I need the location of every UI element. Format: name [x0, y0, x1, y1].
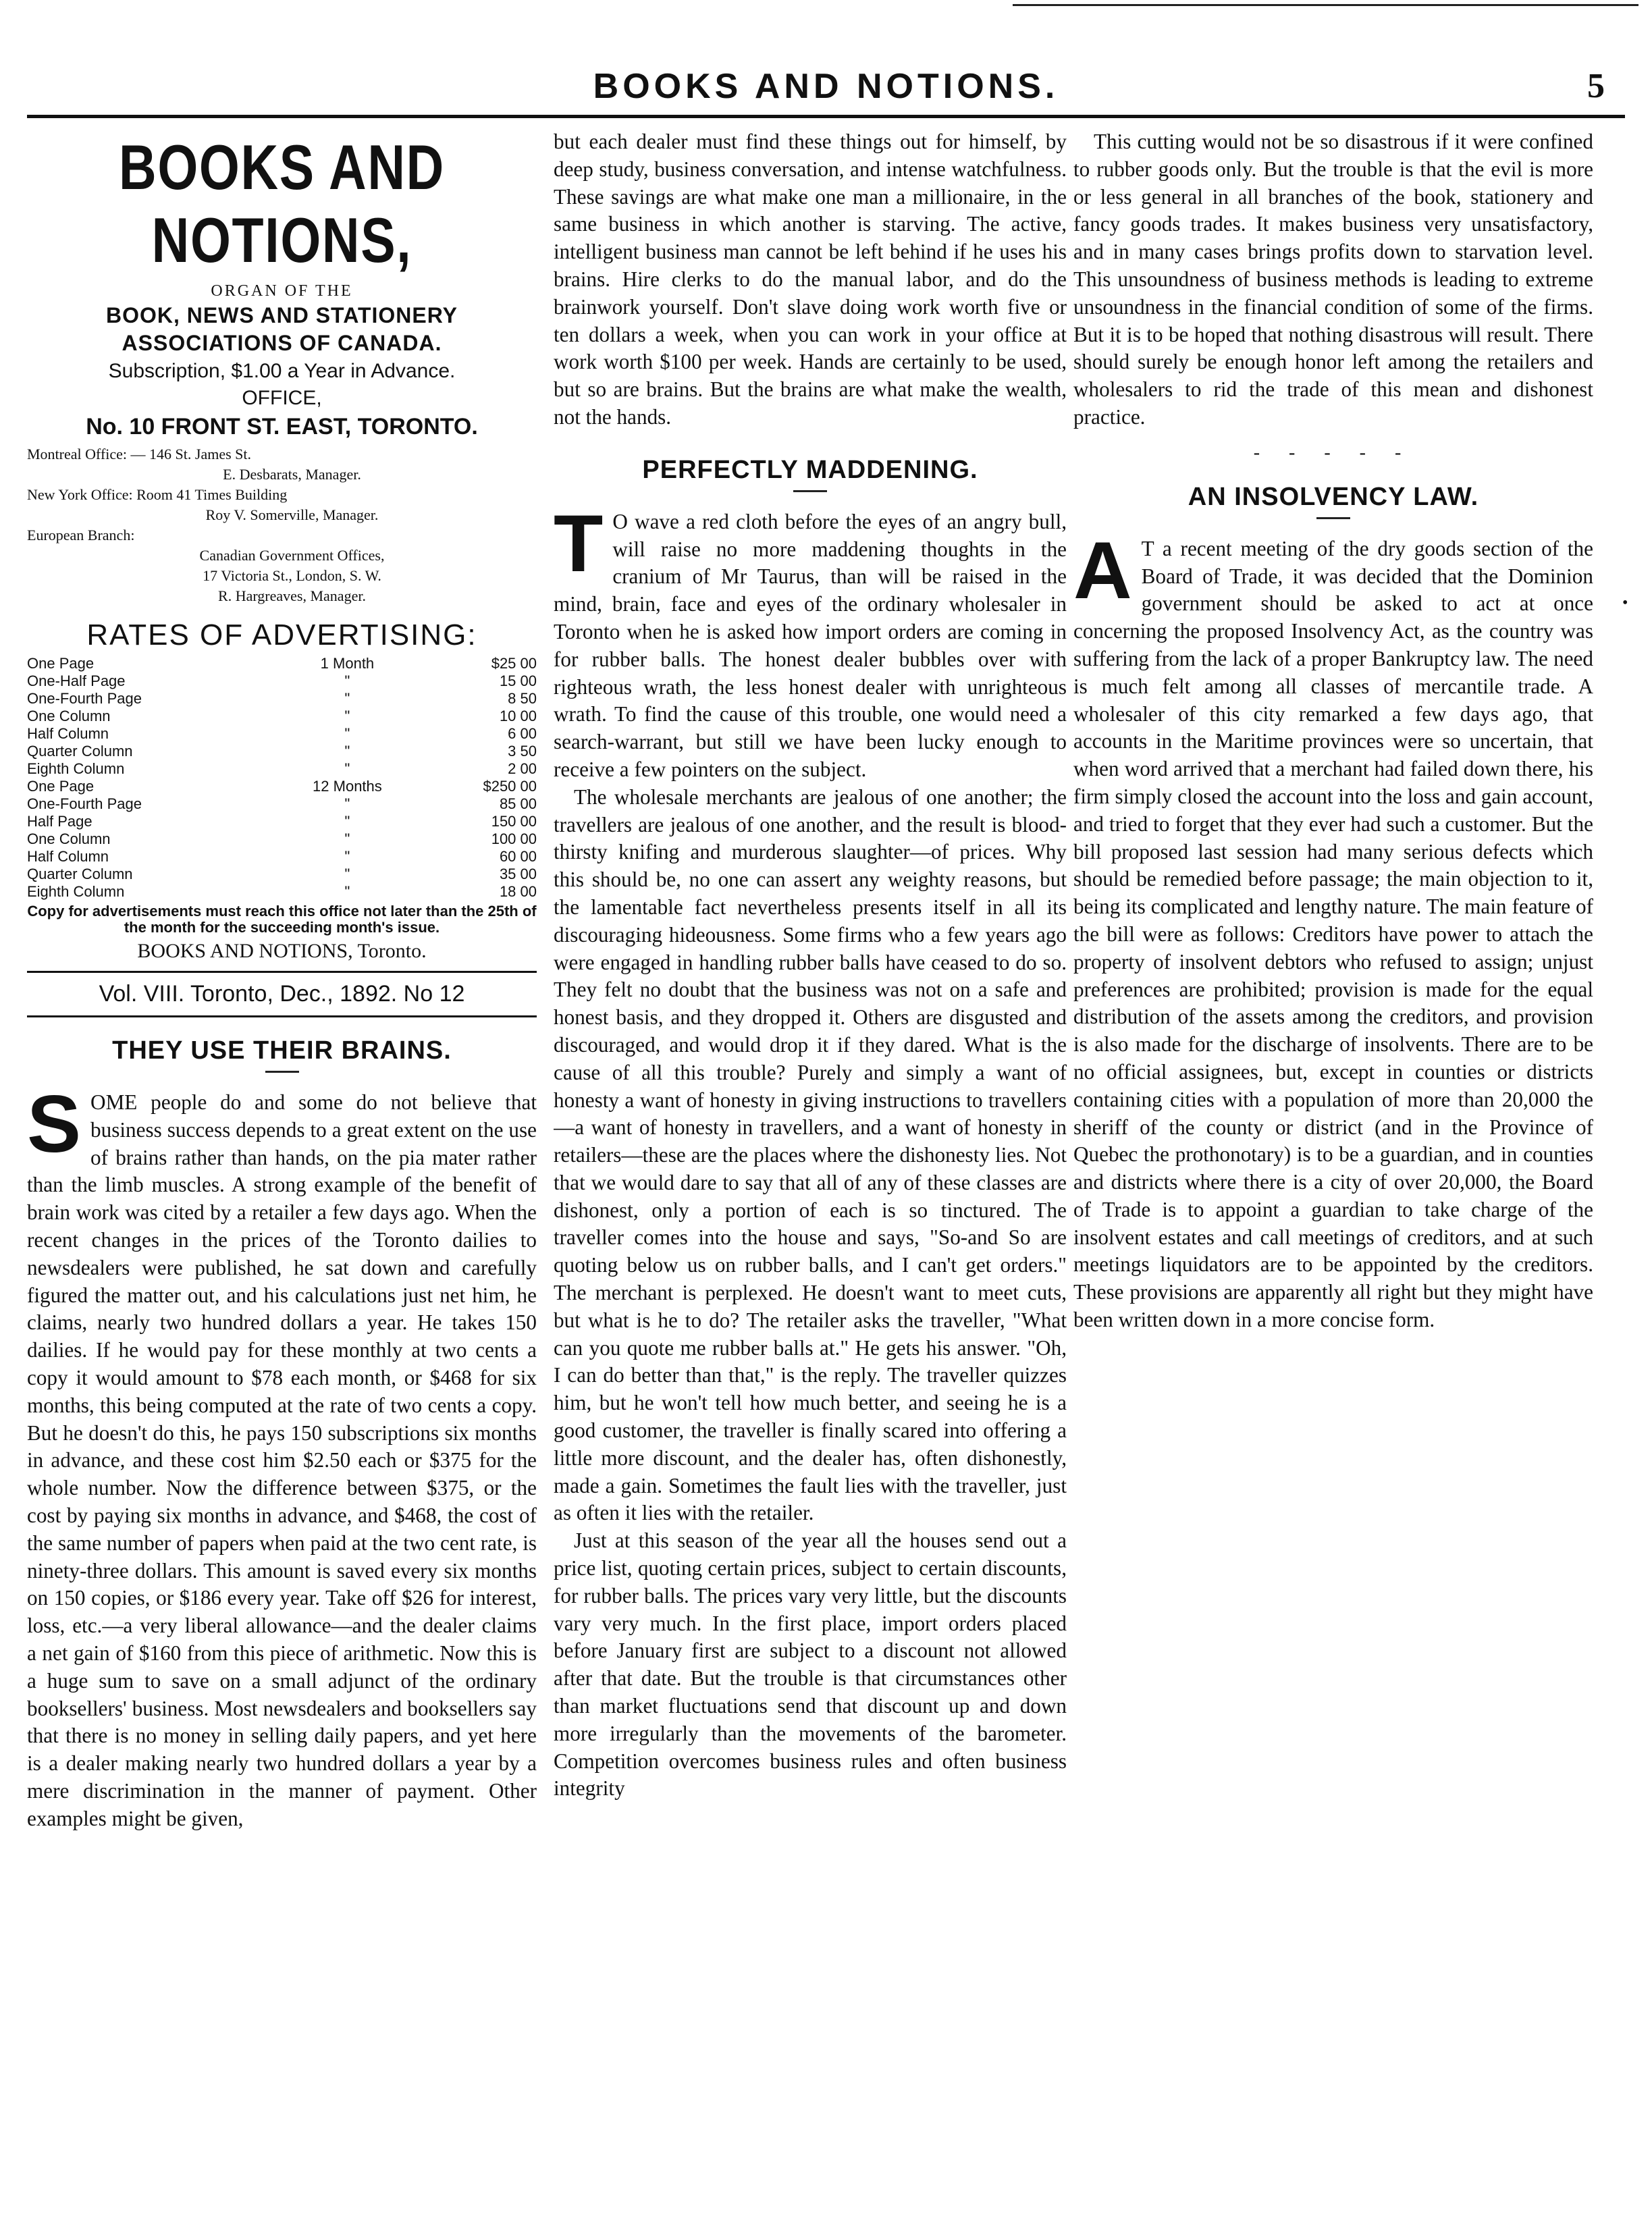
rates-table: [27, 655, 537, 901]
rates-period: ": [344, 760, 350, 777]
article-1-para-2: but each dealer must find these things out for himself, by deep study, business conversation, and intense watchfulness. These savings are what make one man a millionaire, in the same business in which another is starving. The active, intelligent business man cannot be left behind if he uses his brains. Hire clerks to do the manual labor, and do the brainwork yourself. Don't slave doing work worth five or ten dollars a week, when you can work in your office at work worth $100 per week. Hands are certainly to be used, but so are brains. But the brains are what make the wealth, not the hands.: [554, 130, 1067, 429]
article-2-para-3-start: [554, 1527, 1067, 1803]
running-head: [0, 0, 1652, 106]
divider: [27, 1015, 537, 1017]
rates-row: [27, 795, 537, 813]
rates-row: [27, 866, 537, 883]
rates-label: One-Fourth Page: [27, 795, 142, 812]
rates-price: 100 00: [491, 830, 537, 847]
rates-signature: BOOKS AND NOTIONS, Toronto.: [137, 940, 427, 962]
header-rule: [27, 115, 1625, 118]
rates-row: [27, 655, 537, 672]
rates-price: 150 00: [491, 813, 537, 830]
article-3-body: [1073, 525, 1593, 1334]
divider: [27, 971, 537, 973]
rates-price: 6 00: [508, 725, 537, 742]
rates-price: 60 00: [499, 848, 537, 865]
rates-period: ": [344, 830, 350, 847]
column-1: [27, 128, 537, 2208]
rates-period: ": [344, 813, 350, 830]
masthead-organ: ORGAN OF THE: [211, 282, 353, 300]
rates-price: 85 00: [499, 795, 537, 812]
montreal-manager: E. Desbarats, Manager.: [223, 466, 361, 483]
article-2-para-2: The wholesale merchants are jealous of one another; the travellers are jealous of one another, and the result is blood-thirsty knifing and murderous slaughter—of prices. Why this should be, no one can assert any weighty reasons, but the lamentable fact nevertheless presents itself in all its discouraging hideousness. Some firms who a few years ago were engaged in handling rubber balls have ceased to do so. They felt no doubt that the business was not on a safe and honest basis, and they dropped it. Others are disgusted and discouraged, and would drop it if they dared. What is the cause of all this trouble? Purely and simply a want of honesty a want of honesty in giving instructions to travellers—a want of honesty in travellers, and a want of honesty in retailers—these are the places where the dishonesty lies. Not that we would dare to say that all of any of these classes are dishonest, only a portion of each is so tinctured. The traveller comes into the house and says, "So-and So are quoting below us on rubber balls, and I can't get orders." The merchant is perplexed. He doesn't want to meet cuts, but what is he to do? The retailer asks the traveller, "What can you quote me rubber balls at." He gets his answer. "Oh, I can do better than that," is the reply. The traveller quizzes him, but he won't tell how much better, and seeing he is a good customer, the traveller is finally scared into offering a little more discount, and the dealer has, often dishonestly, made a gain. Sometimes the fault lies with the traveller, just as often it lies with the retailer.: [554, 785, 1067, 1525]
article-2-para-4: This cutting would not be so disastrous if it were confined to rubber goods only. But the trouble is that the evil is more or less general in all branches of the book, stationery and fancy goods trades. It makes business very unsatisfactory, and in many cases brings profits down to starvation level. This unsoundness of business methods is leading to extreme unsoundness in the financial condition of some of the firms. But it is to be hoped that nothing disastrous will result. There should surely be enough honor left among the retailers and wholesalers to rid the trade of this mean and dishonest practice.: [1073, 130, 1593, 429]
rates-row: [27, 778, 537, 795]
rates-label: One-Fourth Page: [27, 690, 142, 707]
euro-manager: R. Hargreaves, Manager.: [218, 587, 366, 604]
rates-row: [27, 743, 537, 760]
rates-period: ": [344, 743, 350, 760]
montreal-office: Montreal Office: — 146 St. James St.: [27, 446, 251, 462]
rates-price: 10 00: [499, 708, 537, 724]
euro-branch-2: 17 Victoria St., London, S. W.: [203, 567, 381, 584]
rates-price: 8 50: [508, 690, 537, 707]
rates-period: ": [344, 672, 350, 689]
rates-label: Quarter Column: [27, 743, 133, 760]
article-1-title: THEY USE THEIR BRAINS.: [112, 1036, 452, 1065]
euro-branch-1: Canadian Government Offices,: [199, 547, 385, 564]
rates-label: Half Page: [27, 813, 92, 830]
page-number: 5: [1587, 67, 1605, 105]
rates-price: 15 00: [499, 672, 537, 689]
article-1-para-1: OME people do and some do not believe that business success depends to a great extent on the use of brains rather than hands, on the pia mater rather than the limb muscles. A strong example of the benefit of brain work was cited by a retailer a few days ago. When the recent changes in the prices of the Toronto dailies to newsdealers were published, he sat down and carefully figured the matter out, and his calculations just net him, he claims, nearly two hundred dollars a year. He takes 150 dailies. If he would pay for these monthly at two cents a copy it would amount to $78 each month, or $468 for six months, this being computed at the rate of two cents a copy. But he doesn't do this, he pays 150 subscriptions six months in advance, and these cost him $2.50 each or $375 for the whole number. Now the difference between $375, or the cost by paying six months in advance, and $468, the cost of the same number of papers when paid at the two cent rate, is ninety-three dollars. This amount is saved every six months on 150 copies, or $186 every year. Take off $26 for interest, loss, etc.—a very liberal allowance—and the dealer claims a net gain of $160 from this piece of arithmetic. Now this is a huge sum to save on a small adjunct of the ordinary booksellers' business. Most newsdealers and booksellers say that there is no money in selling daily papers, and yet here is a dealer making nearly two hundred dollars a year by a mere discrimination in the manner of payment. Other examples might be given,: [27, 1090, 537, 1830]
copy-note: Copy for advertisements must reach this office not later than the 25th of the month for the succeeding month's issue.: [27, 903, 537, 936]
rates-label: Half Column: [27, 848, 109, 865]
masthead-assoc-2: ASSOCIATIONS OF CANADA.: [122, 331, 442, 355]
title-dash: [265, 1071, 299, 1073]
rates-price: $250 00: [483, 778, 537, 795]
stray-mark: •: [1622, 594, 1628, 612]
rates-price: 3 50: [508, 743, 537, 760]
newyork-manager: Roy V. Somerville, Manager.: [205, 506, 379, 523]
rates-label: One Column: [27, 830, 111, 847]
volume-line: Vol. VIII. Toronto, Dec., 1892. No 12: [99, 981, 465, 1007]
euro-branch-label: European Branch:: [27, 527, 135, 543]
newyork-office: New York Office: Room 41 Times Building: [27, 486, 288, 503]
article-2-title: PERFECTLY MADDENING.: [642, 455, 978, 484]
article-1-body: [27, 1079, 537, 1833]
article-2-para-3: Just at this season of the year all the houses send out a price list, quoting certain prices, subject to certain discounts, for rubber balls. The prices vary very little, but the discounts vary very much. In the first place, import orders placed before January first are subject to a discount not allowed after that date. But the trouble is that circumstances other than market fluctuations send that discount up and down more irregularly than the movements of the barometer. Competition overcomes business rules and often business integrity: [554, 1529, 1067, 1801]
rates-period: ": [344, 883, 350, 900]
article-2-dropcap: T: [554, 498, 604, 589]
rates-row: [27, 690, 537, 708]
masthead-title: BOOKS AND NOTIONS,: [119, 132, 445, 275]
rates-label: One-Half Page: [27, 672, 126, 689]
article-3-para-1: T a recent meeting of the dry goods section of the Board of Trade, it was decided that the Dominion government should be asked to act at once concerning the proposed Insolvency Act, as the country was suffering from the lack of a proper Bankruptcy law. The need is much felt among all classes of mercantile trade. A wholesaler of this city remarked a few days ago, that accounts in the Maritime provinces were so uncertain, that when word arrived that a merchant had failed down there, his firm simply closed the account into the loss and gain account, and tried to forget that they ever had such a customer. But the bill proposed last session had many serious defects which should be remedied before passage; the main objection to it, being its complicated and lengthy nature. The main feature of the bill were as follows: Creditors have power to attach the property of insolvent debtors who refused to assign; unjust preferences are prohibited; provision is made for the equal distribution of the assets among the creditors, and provision is also made for the discharge of insolvents. There are to be no official assignees, but, except in counties or districts containing cities with a population of more than 20,000 the sheriff of the county or district (and in the Province of Quebec the prothonotary) is to be a guardian, and in counties and districts where there is a city of over 20,000, the Board of Trade is to appoint a guardian to take charge of the insolvent estates and call meetings of creditors, and at such meetings liquidators are to be appointed by the creditors. These provisions are apparently all right but they might have been written down in a more concise form.: [1073, 536, 1593, 1332]
top-rule: [1013, 4, 1638, 6]
rates-period: ": [344, 690, 350, 707]
rates-title: RATES OF ADVERTISING:: [86, 618, 477, 652]
rates-period: ": [344, 866, 350, 882]
title-dash: [793, 490, 827, 492]
rates-row: [27, 830, 537, 848]
office-address: No. 10 FRONT ST. EAST, TORONTO.: [86, 414, 478, 440]
rates-price: 18 00: [499, 883, 537, 900]
rates-period: ": [344, 708, 350, 724]
rates-period: ": [344, 795, 350, 812]
rates-row: [27, 760, 537, 778]
article-1-dropcap: S: [27, 1079, 82, 1169]
column-3: [1073, 128, 1593, 2208]
section-separator: - - - - -: [1253, 442, 1414, 463]
rates-label: Quarter Column: [27, 866, 133, 882]
rates-price: 2 00: [508, 760, 537, 777]
rates-row: [27, 708, 537, 725]
rates-label: One Column: [27, 708, 111, 724]
rates-row: [27, 672, 537, 690]
rates-label: Eighth Column: [27, 760, 125, 777]
masthead-assoc-1: BOOK, NEWS AND STATIONERY: [106, 303, 458, 327]
rates-price: 35 00: [499, 866, 537, 882]
article-2-para-1: O wave a red cloth before the eyes of an angry bull, will raise no more maddening thoughts in the cranium of Mr Taurus, than will be raised in the mind, brain, face and eyes of the ordinary wholesaler in Toronto when he is asked how import orders are coming in for rubber balls. The honest dealer bubbles over with righteous wrath, the less honest dealer with unrighteous wrath. To find the cause of this trouble, one would need a search-warrant, but still we have been lucky enough to receive a few pointers on the subject.: [554, 509, 1067, 781]
article-2-body: [554, 498, 1067, 784]
rates-period: ": [344, 725, 350, 742]
subscription-line: Subscription, $1.00 a Year in Advance.: [108, 360, 456, 382]
rates-row: [27, 725, 537, 743]
rates-price: $25 00: [491, 655, 537, 672]
rates-period: 1 Month: [320, 655, 375, 672]
article-3-title: AN INSOLVENCY LAW.: [1188, 482, 1479, 511]
rates-label: One Page: [27, 655, 95, 672]
rates-label: One Page: [27, 778, 95, 795]
column-2: [554, 128, 1067, 2208]
title-dash: [1316, 517, 1350, 519]
rates-period: ": [344, 848, 350, 865]
rates-row: [27, 883, 537, 901]
rates-period: 12 Months: [313, 778, 382, 795]
rates-row: [27, 848, 537, 866]
rates-row: [27, 813, 537, 830]
rates-label: Eighth Column: [27, 883, 125, 900]
rates-label: Half Column: [27, 725, 109, 742]
running-title: BOOKS AND NOTIONS.: [593, 67, 1059, 106]
office-label: OFFICE,: [242, 387, 322, 409]
article-3-dropcap: A: [1073, 525, 1132, 616]
